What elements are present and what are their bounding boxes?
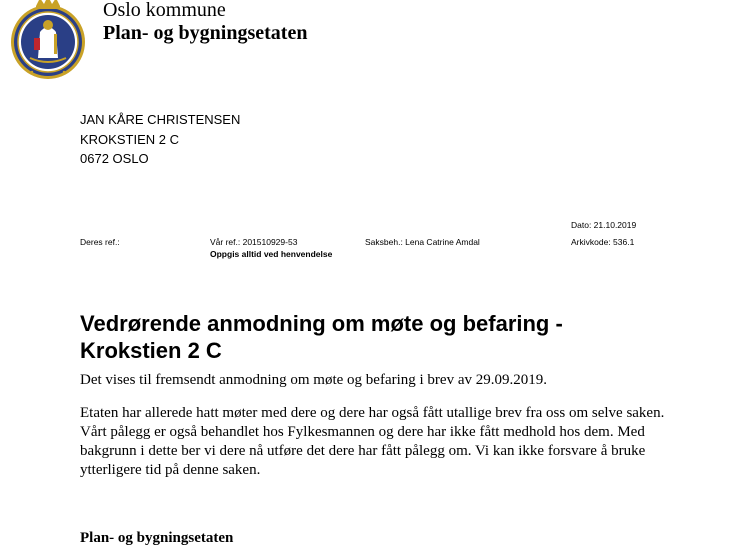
paragraph-1: Det vises til fremsendt anmodning om møte og befaring i brev av 29.09.2019. <box>80 372 547 388</box>
recipient-name: JAN KÅRE CHRISTENSEN <box>80 112 241 127</box>
recipient-street: KROKSTIEN 2 C <box>80 132 179 147</box>
oslo-kommune-seal-logo <box>10 0 90 80</box>
paragraph-2-line-4: ytterligere tid på denne saken. <box>80 462 261 478</box>
paragraph-2-line-3: bakgrunn i dette ber vi dere nå utføre det dere har fått pålegg om. Vi kan ikke forsvare å bruke <box>80 443 646 459</box>
org-name: Oslo kommune <box>103 0 226 21</box>
letter-date: Dato: 21.10.2019 <box>571 220 637 230</box>
letter-title-line2: Krokstien 2 C <box>80 338 222 363</box>
arkivkode: Arkivkode: 536.1 <box>571 237 635 247</box>
department-name: Plan- og bygningsetaten <box>103 22 308 44</box>
recipient-postal: 0672 OSLO <box>80 151 149 166</box>
paragraph-2-line-1: Etaten har allerede hatt møter med dere og dere har også fått utallige brev fra oss om selve saken. <box>80 405 665 421</box>
ref-reminder: Oppgis alltid ved henvendelse <box>210 249 333 259</box>
var-ref: Vår ref.: 201510929-53 <box>210 237 298 247</box>
paragraph-2-line-2: Vårt pålegg er også behandlet hos Fylkesmannen og dere har ikke fått medhold hos dem. Med <box>80 424 645 440</box>
deres-ref: Deres ref.: <box>80 237 120 247</box>
signature-department: Plan- og bygningsetaten <box>80 530 234 546</box>
saksbehandler: Saksbeh.: Lena Catrine Amdal <box>365 237 480 247</box>
letter-title-line1: Vedrørende anmodning om møte og befaring - <box>80 311 563 336</box>
